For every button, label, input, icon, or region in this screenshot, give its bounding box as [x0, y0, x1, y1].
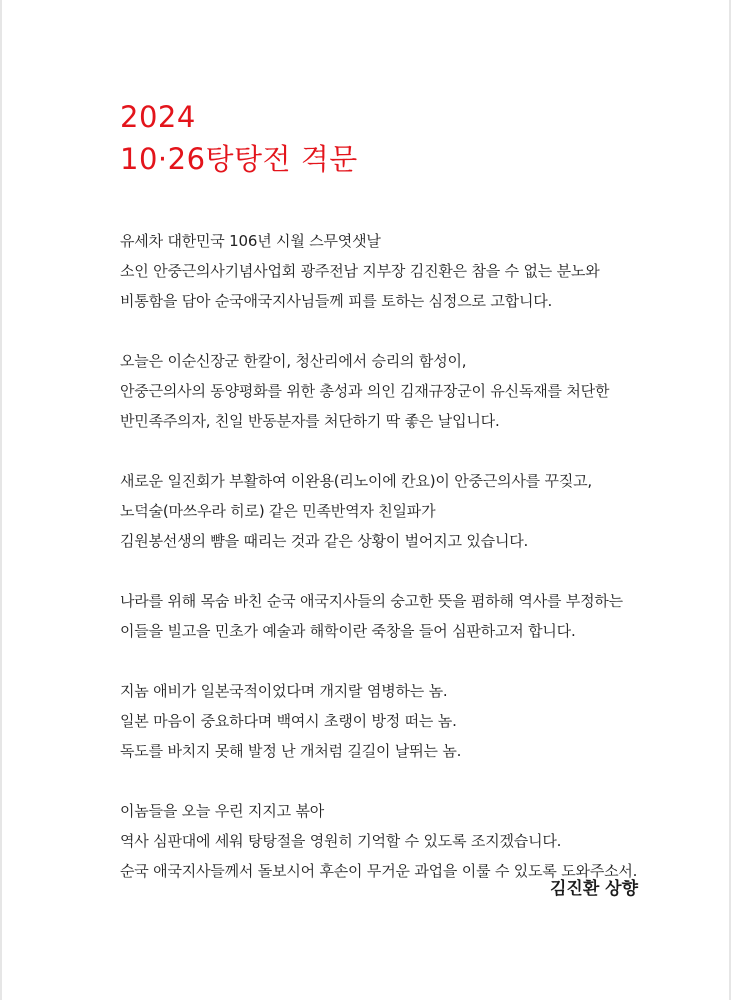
text-line: 유세차 대한민국 106년 시월 스무엿샛날	[120, 232, 381, 250]
paragraph-4	[120, 586, 680, 646]
text-line: 지놈 애비가 일본국적이었다며 개지랄 염병하는 놈.	[120, 682, 448, 700]
text-line: 노덕술(마쓰우라 히로) 같은 민족반역자 친일파가	[120, 502, 436, 520]
text-line: 오늘은 이순신장군 한칼이, 청산리에서 승리의 함성이,	[120, 352, 467, 370]
title-year: 2024	[120, 100, 196, 134]
text-line: 순국 애국지사들께서 돌보시어 후손이 무거운 과업을 이룰 수 있도록 도와주소서.	[120, 862, 638, 880]
document-body	[120, 226, 680, 916]
text-line: 소인 안중근의사기념사업회 광주전남 지부장 김진환은 참을 수 없는 분노와	[120, 262, 600, 280]
text-line: 일본 마음이 중요하다며 백여시 초랭이 방정 떠는 놈.	[120, 712, 457, 730]
text-line: 비통함을 담아 순국애국지사님들께 피를 토하는 심정으로 고합니다.	[120, 292, 553, 310]
text-line: 김원봉선생의 뺨을 때리는 것과 같은 상황이 벌어지고 있습니다.	[120, 532, 529, 550]
text-line: 새로운 일진회가 부활하여 이완용(리노이에 칸요)이 안중근의사를 꾸짖고,	[120, 472, 592, 490]
text-line: 안중근의사의 동양평화를 위한 총성과 의인 김재규장군이 유신독재를 처단한	[120, 382, 610, 400]
paragraph-2	[120, 346, 680, 436]
text-line: 역사 심판대에 세워 탕탕절을 영원히 기억할 수 있도록 조지겠습니다.	[120, 832, 562, 850]
text-line: 독도를 바치지 못해 발정 난 개처럼 길길이 날뛰는 놈.	[120, 742, 462, 760]
title-heading: 10·26탕탕전 격문	[120, 142, 358, 176]
paragraph-1	[120, 226, 680, 316]
text-line: 나라를 위해 목숨 바친 순국 애국지사들의 숭고한 뜻을 폄하해 역사를 부정하는	[120, 592, 623, 610]
paragraph-6	[120, 796, 680, 886]
paragraph-5	[120, 676, 680, 766]
text-line: 이들을 빌고을 민초가 예술과 해학이란 죽창을 들어 심판하고저 합니다.	[120, 622, 576, 640]
signature: 김진환 상향	[549, 879, 638, 899]
text-line: 이놈들을 오늘 우린 지지고 볶아	[120, 802, 325, 820]
paragraph-3	[120, 466, 680, 556]
document-title	[120, 96, 358, 180]
text-line: 반민족주의자, 친일 반동분자를 처단하기 딱 좋은 날입니다.	[120, 412, 500, 430]
